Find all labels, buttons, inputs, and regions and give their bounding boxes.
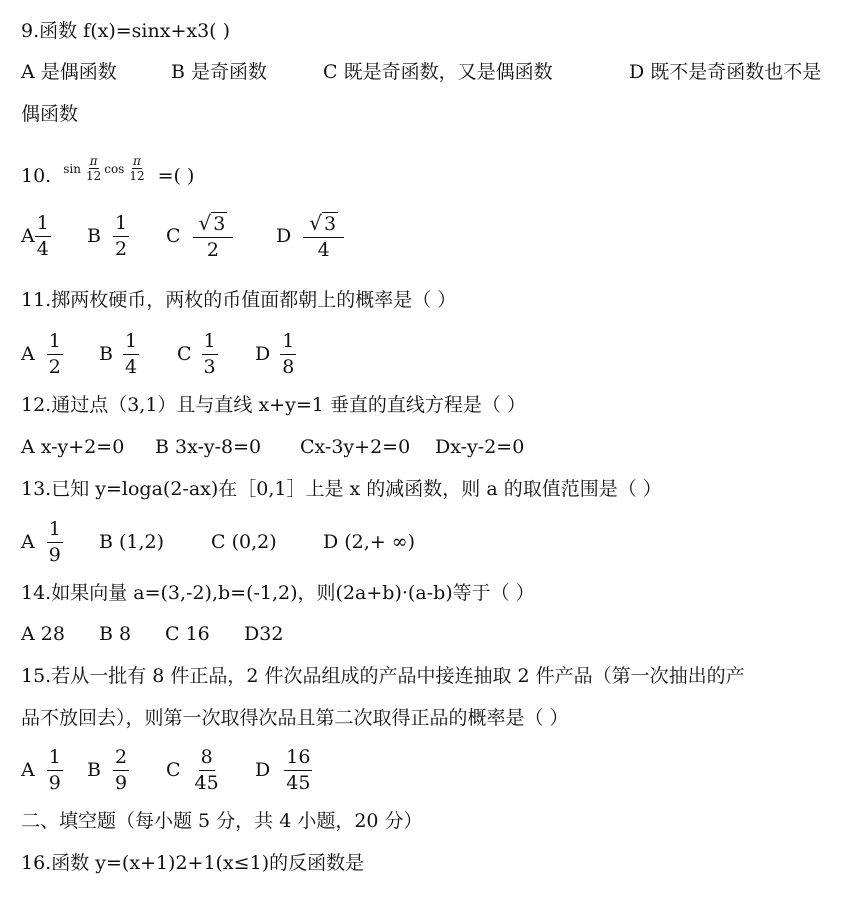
q15-option-b-num: 2	[113, 748, 129, 771]
q10-option-a-num: 1	[35, 214, 51, 237]
q15-option-b	[87, 742, 129, 798]
q10-option-c-sqrt-icon: √	[198, 210, 212, 235]
q10-option-c-fraction	[193, 210, 234, 261]
q11-option-d-num: 1	[280, 332, 296, 355]
q10-option-d-label: D	[276, 225, 292, 247]
q10-option-b-fraction	[113, 211, 129, 260]
q11-option-a-num: 1	[47, 332, 63, 355]
q11-option-b-label: B	[99, 343, 113, 365]
q13-stem: 13.已知 y=loga(2-ax)在［0,1］上是 x 的减函数，则 a 的取值范围是（ ）	[21, 478, 662, 500]
q10-sin: sin	[63, 161, 81, 176]
q11-option-d-fraction	[280, 329, 296, 378]
q9-options	[21, 60, 861, 84]
q15-option-a	[21, 742, 63, 798]
q14-option-d: D32	[244, 623, 284, 645]
q10-option-d-radicand: 3	[323, 212, 337, 235]
q13-option-a-label: A	[21, 531, 35, 553]
q15-stem-line2: 品不放回去），则第一次取得次品且第二次取得正品的概率是（ ）	[21, 707, 569, 729]
q10-option-d	[276, 208, 344, 264]
q12-option-a: A x-y+2=0	[21, 436, 125, 458]
q9-option-d: D 既不是奇函数也不是	[629, 61, 822, 83]
q15-option-c	[166, 742, 219, 798]
q14-options	[21, 622, 341, 646]
q15-option-b-fraction	[113, 745, 129, 794]
q11-option-c-den: 3	[203, 355, 216, 378]
q10-option-c	[166, 208, 233, 264]
q12-stem: 12.通过点（3,1）且与直线 x+y=1 垂直的直线方程是（ ）	[21, 394, 526, 416]
q10-option-c-radicand: 3	[213, 212, 226, 235]
q12-options	[21, 435, 621, 459]
q10-twelve-b: 12	[129, 169, 145, 183]
q13-option-d: D (2,+ ∞)	[323, 531, 416, 553]
q10-fraction-pi-12-a	[85, 155, 102, 182]
q10-option-a-label: A	[21, 225, 35, 247]
q10-options	[21, 208, 421, 264]
q11-stem: 11.掷两枚硬币，两枚的币值面都朝上的概率是（ ）	[21, 289, 457, 311]
q15-option-d-den: 45	[286, 771, 311, 794]
q11-option-b-num: 1	[123, 332, 139, 355]
q14-option-b: B 8	[99, 623, 132, 645]
q12-option-d: Dx-y-2=0	[435, 436, 525, 458]
q15-option-a-num: 1	[47, 748, 63, 771]
q11-option-a	[21, 326, 63, 382]
q15-option-b-den: 9	[114, 771, 128, 794]
q9-option-a: A 是偶函数	[21, 61, 117, 83]
q13-option-b: B (1,2)	[99, 531, 165, 553]
q10-option-b-num: 1	[113, 214, 129, 237]
q11-options	[21, 326, 341, 382]
q11-option-c-label: C	[177, 343, 192, 365]
q15-option-c-den: 45	[194, 771, 219, 794]
q13-option-a-num: 1	[47, 520, 63, 543]
section2-heading: 二、填空题（每小题 5 分，共 4 小题，20 分）	[21, 810, 423, 832]
q13-option-c: C (0,2)	[211, 531, 277, 553]
q11-option-a-fraction	[47, 329, 63, 378]
q15-option-c-label: C	[166, 759, 181, 781]
q10-cos: cos	[104, 161, 125, 176]
q11-option-d	[255, 326, 296, 382]
q13-option-a-den: 9	[48, 543, 61, 566]
q12-option-b: B 3x-y-8=0	[155, 436, 262, 458]
q11-option-c	[177, 326, 218, 382]
q15-option-c-num: 8	[199, 748, 215, 771]
q15-option-c-fraction	[194, 745, 219, 794]
q15-option-d-num: 16	[284, 748, 312, 771]
q10-number: 10.	[21, 165, 52, 187]
q10-pi-b: π	[133, 154, 141, 168]
q10-stem	[21, 148, 194, 188]
q9-option-b: B 是奇函数	[171, 61, 268, 83]
q10-option-b-label: B	[87, 225, 101, 247]
q15-option-d-label: D	[255, 759, 271, 781]
q10-option-a-fraction	[35, 211, 51, 260]
q10-option-c-num	[193, 210, 234, 238]
q10-answer-blank: =( )	[157, 165, 195, 187]
q11-option-d-label: D	[255, 343, 271, 365]
q16-stem: 16.函数 y=(x+1)2+1(x≤1)的反函数是	[21, 852, 365, 874]
q10-fraction-pi-12-b	[128, 155, 145, 182]
q13-options	[21, 514, 481, 570]
q10-option-a	[21, 208, 51, 264]
q15-stem-line1: 15.若从一批有 8 件正品，2 件次品组成的产品中接连抽取 2 件产品（第一次抽出的产	[21, 665, 745, 687]
q10-option-d-num	[303, 210, 344, 238]
q10-option-c-den: 2	[206, 238, 220, 261]
q11-option-a-label: A	[21, 343, 35, 365]
q10-option-b	[87, 208, 129, 264]
q10-twelve-a: 12	[85, 169, 102, 183]
q12-option-c: Cx-3y+2=0	[300, 436, 411, 458]
q11-option-b-den: 4	[124, 355, 138, 378]
q14-option-c: C 16	[165, 623, 210, 645]
q10-option-a-den: 4	[36, 237, 49, 260]
q11-option-c-num: 1	[202, 332, 218, 355]
q15-option-d-fraction	[284, 745, 312, 794]
q15-option-a-label: A	[21, 759, 35, 781]
q15-options	[21, 742, 361, 798]
q10-option-d-den: 4	[317, 238, 330, 261]
q13-option-a-fraction	[47, 517, 63, 566]
q14-option-a: A 28	[21, 623, 65, 645]
q10-option-d-fraction	[303, 210, 344, 261]
q15-option-b-label: B	[87, 759, 101, 781]
q10-option-d-sqrt-icon: √	[309, 210, 322, 235]
q9-option-c: C 既是奇函数，又是偶函数	[323, 61, 553, 83]
q11-option-b-fraction	[123, 329, 139, 378]
q15-option-d	[255, 742, 312, 798]
q15-option-a-fraction	[47, 745, 63, 794]
q11-option-b	[99, 326, 139, 382]
q13-option-a	[21, 514, 63, 570]
q10-pi-a: π	[89, 154, 98, 168]
q10-option-b-den: 2	[114, 237, 128, 260]
q11-option-c-fraction	[202, 329, 218, 378]
q14-stem: 14.如果向量 a=(3,-2),b=(-1,2)，则(2a+b)·(a-b)等于（ ）	[21, 582, 535, 604]
q9-stem: 9.函数 f(x)=sinx+x3( )	[21, 20, 231, 42]
q11-option-d-den: 8	[282, 355, 295, 378]
q11-option-a-den: 2	[48, 355, 61, 378]
q15-option-a-den: 9	[48, 771, 61, 794]
q9-option-d-continued: 偶函数	[21, 103, 79, 125]
q10-option-c-label: C	[166, 225, 181, 247]
